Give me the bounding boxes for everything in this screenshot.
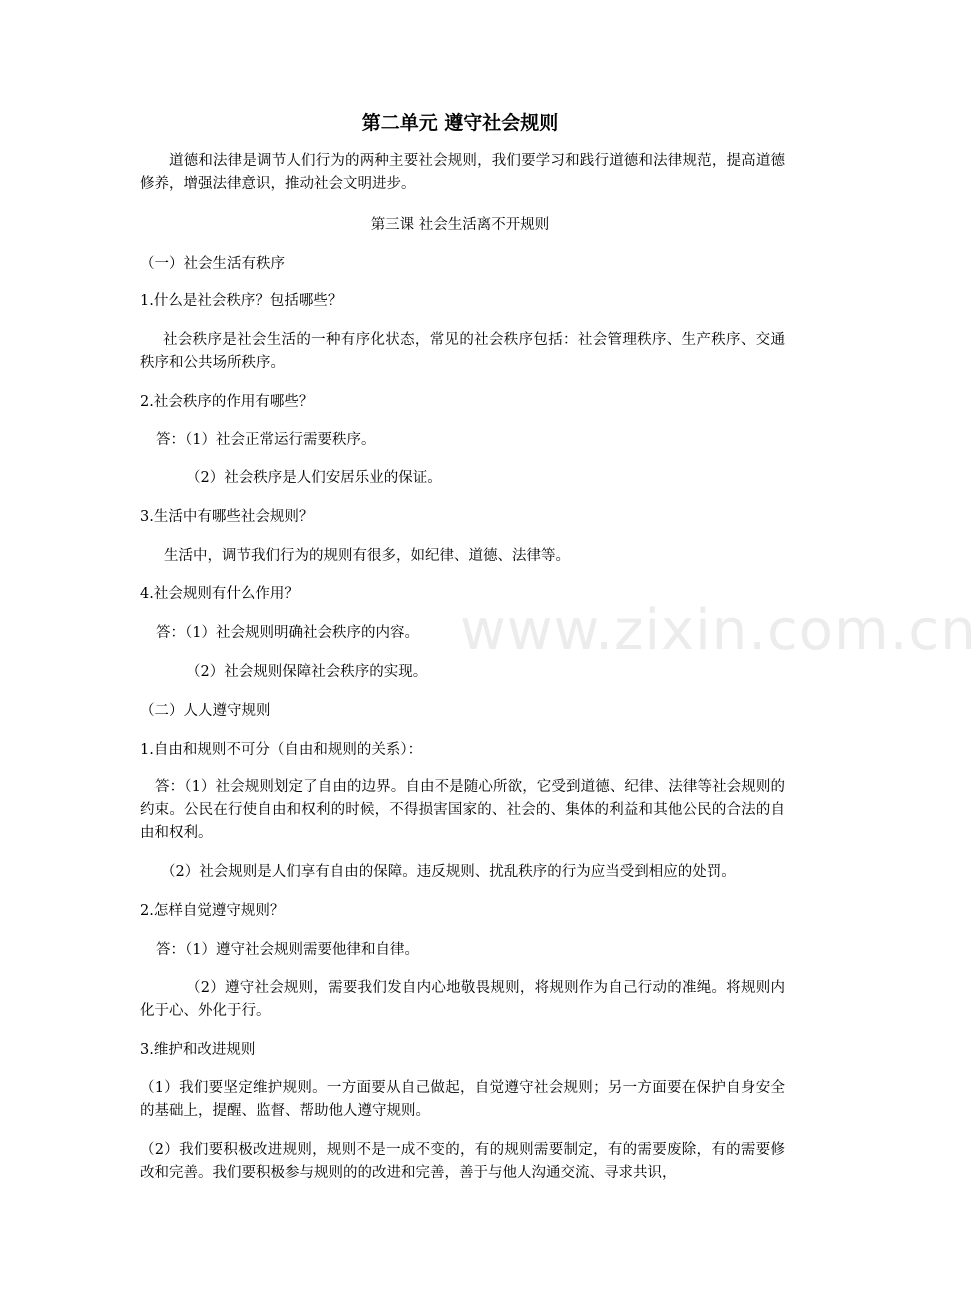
question-2: 2.社会秩序的作用有哪些？ [140,394,314,410]
answer-4-item-1: 答：（1）社会规则明确社会秩序的内容。 [156,625,419,641]
answer-1: 社会秩序是社会生活的一种有序化状态，常见的社会秩序包括：社会管理秩序、生产秩序、交通秩序和公共场所秩序。 [140,332,785,371]
answer-6-item-1: 答：（1）遵守社会规则需要他律和自律。 [156,942,419,958]
answer-5-item-1: 答：（1）社会规则划定了自由的边界。自由不是随心所欲，它受到道德、纪律、法律等社会规则的约束。公民在行使自由和权利的时候，不得损害国家的、社会的、集体的利益和其他公民的合法的自由和权利。 [140,779,785,841]
question-7: 3.维护和改进规则 [140,1042,256,1058]
question-5: 1.自由和规则不可分（自由和规则的关系）： [140,742,423,758]
answer-7-item-1: （1）我们要坚定维护规则。一方面要从自己做起，自觉遵守社会规则；另一方面要在保护自身安全的基础上，提醒、监督、帮助他人遵守规则。 [140,1080,785,1119]
answer-6-item-2: （2）遵守社会规则，需要我们发自内心地敬畏规则，将规则作为自己行动的准绳。将规则内化于心、外化于行。 [140,980,785,1019]
section-heading-2: （二）人人遵守规则 [140,703,271,719]
question-4: 4.社会规则有什么作用？ [140,586,299,602]
answer-3: 生活中，调节我们行为的规则有很多，如纪律、道德、法律等。 [164,548,570,564]
answer-5-item-2: （2）社会规则是人们享有自由的保障。违反规则、扰乱秩序的行为应当受到相应的处罚。 [161,864,736,880]
lesson-title: 第三课 社会生活离不开规则 [370,217,550,233]
intro-paragraph: 道德和法律是调节人们行为的两种主要社会规则，我们要学习和践行道德和法律规范，提高道德修养，增强法律意识，推动社会文明进步。 [140,153,785,192]
unit-title: 第二单元 遵守社会规则 [361,112,559,134]
answer-2-item-2: （2）社会秩序是人们安居乐业的保证。 [186,470,442,486]
watermark: www.zixin.com.cn [460,598,977,663]
answer-4-item-2: （2）社会规则保障社会秩序的实现。 [186,664,428,680]
question-3: 3.生活中有哪些社会规则？ [140,509,314,525]
section-heading-1: （一）社会生活有秩序 [140,256,285,272]
question-1: 1.什么是社会秩序？包括哪些？ [140,293,343,309]
question-6: 2.怎样自觉遵守规则？ [140,903,285,919]
answer-7-item-2: （2）我们要积极改进规则，规则不是一成不变的，有的规则需要制定，有的需要废除，有的需要修改和完善。我们要积极参与规则的的改进和完善，善于与他人沟通交流、寻求共识， [140,1142,785,1181]
answer-2-item-1: 答：（1）社会正常运行需要秩序。 [156,432,376,448]
